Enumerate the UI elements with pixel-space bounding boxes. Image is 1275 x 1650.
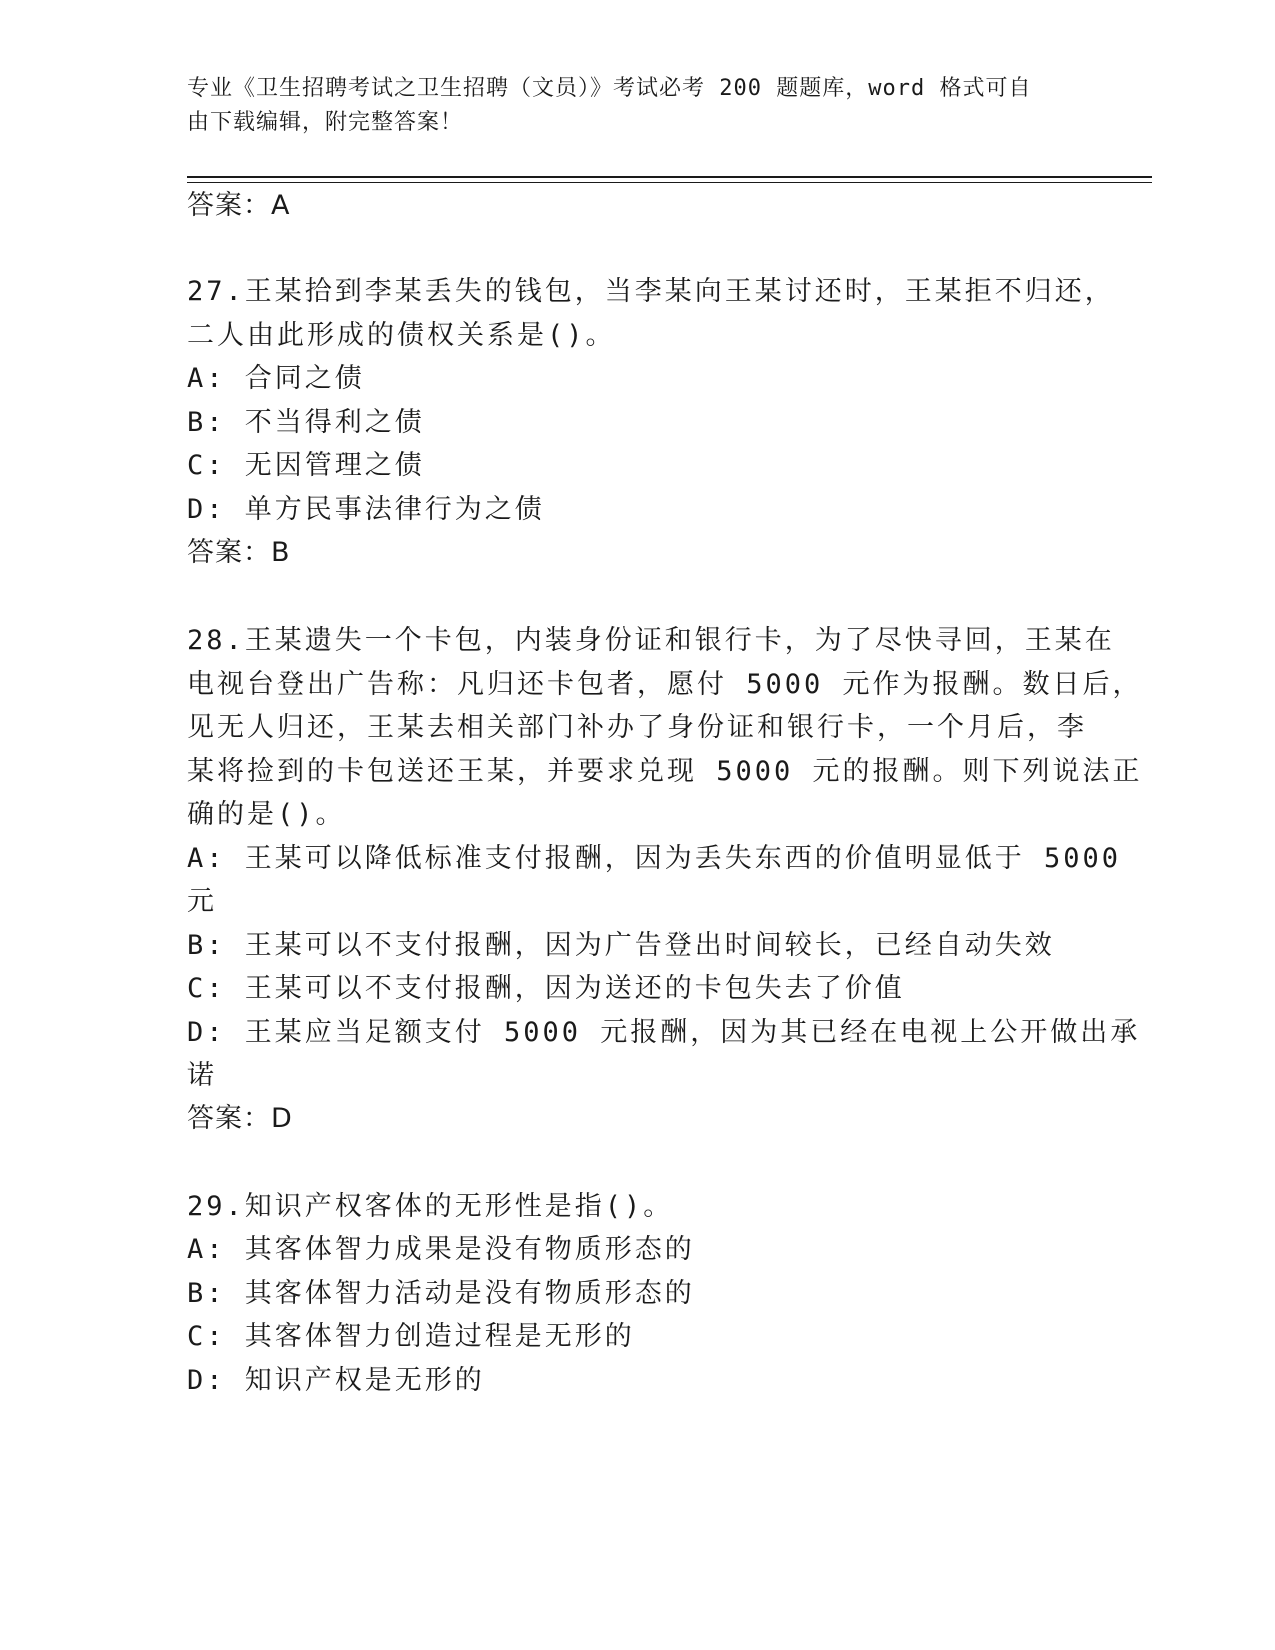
header-line: 由下载编辑，附完整答案！	[187, 110, 464, 135]
option-line: C: 王某可以不支付报酬，因为送还的卡包失去了价值	[187, 973, 905, 1004]
option-line: B: 其客体智力活动是没有物质形态的	[187, 1278, 695, 1309]
option-line-continued: 诺	[187, 1060, 217, 1091]
answer-line: 答案：D	[187, 1103, 293, 1134]
question-stem-line: 二人由此形成的债权关系是()。	[187, 320, 616, 351]
option-line: C: 无因管理之债	[187, 450, 425, 481]
option-line: B: 王某可以不支付报酬，因为广告登出时间较长，已经自动失效	[187, 930, 1055, 961]
question-stem-line: 28.王某遗失一个卡包，内装身份证和银行卡，为了尽快寻回，王某在	[187, 625, 1115, 656]
question-stem-line: 电视台登出广告称：凡归还卡包者，愿付 5000 元作为报酬。数日后，	[187, 669, 1143, 700]
option-line-continued: 元	[187, 886, 217, 917]
option-line: C: 其客体智力创造过程是无形的	[187, 1321, 635, 1352]
option-line: D: 王某应当足额支付 5000 元报酬，因为其已经在电视上公开做出承	[187, 1017, 1141, 1048]
answer-line: 答案：B	[187, 537, 291, 568]
option-line: D: 知识产权是无形的	[187, 1365, 485, 1396]
option-line: D: 单方民事法律行为之债	[187, 494, 545, 525]
page-header	[187, 72, 1067, 140]
option-line: A: 合同之债	[187, 363, 365, 394]
question-stem-line: 27.王某拾到李某丢失的钱包，当李某向王某讨还时，王某拒不归还，	[187, 276, 1115, 307]
question-stem-line: 29.知识产权客体的无形性是指()。	[187, 1191, 674, 1222]
header-divider-thin	[187, 182, 1152, 183]
header-line: 专业《卫生招聘考试之卫生招聘（文员）》考试必考 200 题题库，word 格式可自	[187, 76, 1032, 101]
question-stem-line: 某将捡到的卡包送还王某，并要求兑现 5000 元的报酬。则下列说法正	[187, 756, 1143, 787]
header-divider	[187, 176, 1152, 178]
question-stem-line: 见无人归还，王某去相关部门补办了身份证和银行卡，一个月后，李	[187, 712, 1087, 743]
option-line: A: 王某可以降低标准支付报酬，因为丢失东西的价值明显低于 5000	[187, 843, 1122, 874]
question-stem-line: 确的是()。	[187, 799, 346, 830]
option-line: B: 不当得利之债	[187, 407, 425, 438]
option-line: A: 其客体智力成果是没有物质形态的	[187, 1234, 695, 1265]
answer-line: 答案：A	[187, 190, 291, 221]
